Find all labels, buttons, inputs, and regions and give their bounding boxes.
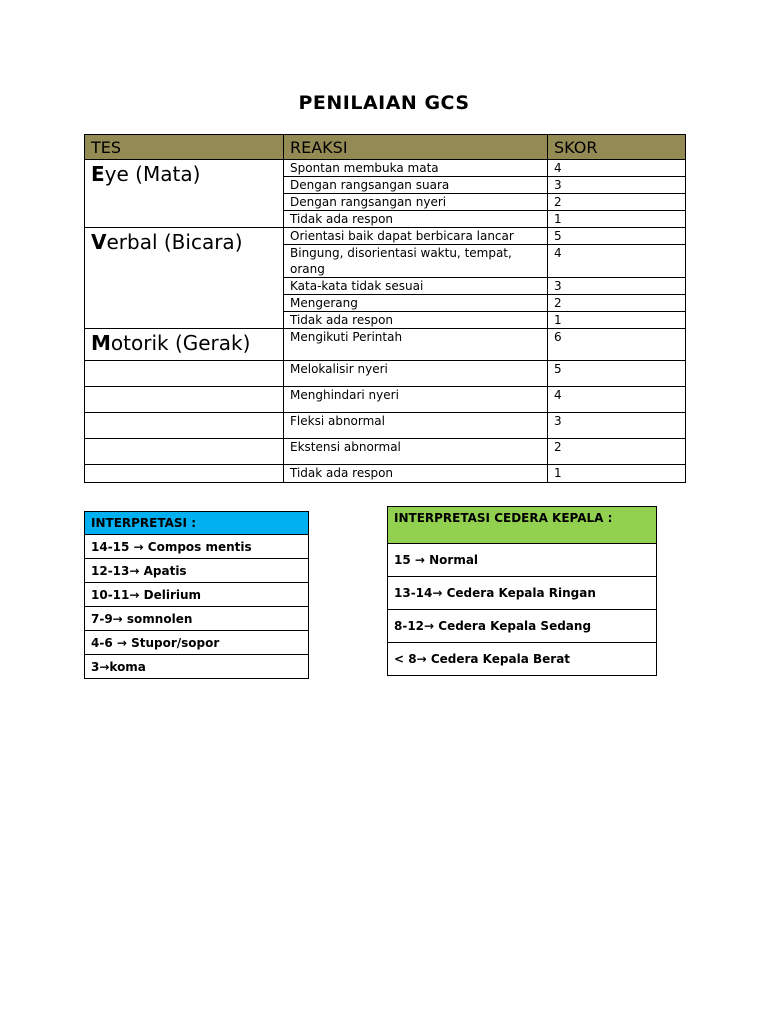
- test-eye: Eye (Mata): [85, 160, 284, 228]
- interpretasi-table: [84, 511, 309, 679]
- gcs-table: [84, 134, 686, 483]
- interpretasi-item: 10-11→ Delirium: [85, 583, 309, 607]
- skor-cell: 4: [548, 387, 686, 413]
- empty-cell: [85, 361, 284, 387]
- cedera-item: < 8→ Cedera Kepala Berat: [388, 643, 657, 676]
- reaksi-cell: Kata-kata tidak sesuai: [284, 278, 548, 295]
- interpretasi-item: 3→koma: [85, 655, 309, 679]
- list-item: [388, 643, 657, 676]
- list-item: [85, 583, 309, 607]
- empty-cell: [85, 439, 284, 465]
- skor-cell: 3: [548, 177, 686, 194]
- table-row: [85, 387, 686, 413]
- list-item: [85, 535, 309, 559]
- skor-cell: 4: [548, 245, 686, 278]
- interpretasi-item: 14-15 → Compos mentis: [85, 535, 309, 559]
- list-item: [388, 577, 657, 610]
- skor-cell: 3: [548, 278, 686, 295]
- reaksi-cell: Mengikuti Perintah: [284, 329, 548, 361]
- interpretasi-header-row: [85, 512, 309, 535]
- skor-cell: 2: [548, 439, 686, 465]
- list-item: [85, 559, 309, 583]
- reaksi-cell: Spontan membuka mata: [284, 160, 548, 177]
- cedera-header: INTERPRETASI CEDERA KEPALA :: [388, 507, 657, 544]
- reaksi-cell: Ekstensi abnormal: [284, 439, 548, 465]
- skor-cell: 3: [548, 413, 686, 439]
- interpretasi-item: 7-9→ somnolen: [85, 607, 309, 631]
- reaksi-cell: Mengerang: [284, 295, 548, 312]
- table-row: [85, 329, 686, 361]
- skor-cell: 1: [548, 465, 686, 483]
- table-row: [85, 228, 686, 245]
- empty-cell: [85, 387, 284, 413]
- skor-cell: 5: [548, 361, 686, 387]
- reaksi-cell: Dengan rangsangan suara: [284, 177, 548, 194]
- skor-cell: 2: [548, 295, 686, 312]
- table-row: [85, 361, 686, 387]
- table-row: [85, 465, 686, 483]
- test-motorik: Motorik (Gerak): [85, 329, 284, 361]
- empty-cell: [85, 413, 284, 439]
- table-row: [85, 439, 686, 465]
- skor-cell: 1: [548, 312, 686, 329]
- reaksi-cell: Tidak ada respon: [284, 211, 548, 228]
- reaksi-cell: Melokalisir nyeri: [284, 361, 548, 387]
- interpretasi-item: 4-6 → Stupor/sopor: [85, 631, 309, 655]
- header-skor: SKOR: [548, 135, 686, 160]
- reaksi-cell: Menghindari nyeri: [284, 387, 548, 413]
- reaksi-cell: Dengan rangsangan nyeri: [284, 194, 548, 211]
- reaksi-cell: Tidak ada respon: [284, 312, 548, 329]
- empty-cell: [85, 465, 284, 483]
- test-verbal: Verbal (Bicara): [85, 228, 284, 329]
- list-item: [85, 607, 309, 631]
- skor-cell: 5: [548, 228, 686, 245]
- list-item: [388, 544, 657, 577]
- interpretasi-item: 12-13→ Apatis: [85, 559, 309, 583]
- list-item: [85, 655, 309, 679]
- skor-cell: 1: [548, 211, 686, 228]
- cedera-item: 15 → Normal: [388, 544, 657, 577]
- header-tes: TES: [85, 135, 284, 160]
- table-row: [85, 413, 686, 439]
- cedera-item: 8-12→ Cedera Kepala Sedang: [388, 610, 657, 643]
- reaksi-cell: Bingung, disorientasi waktu, tempat, orang: [284, 245, 548, 278]
- interpretasi-header: INTERPRETASI :: [85, 512, 309, 535]
- list-item: [388, 610, 657, 643]
- skor-cell: 6: [548, 329, 686, 361]
- list-item: [85, 631, 309, 655]
- skor-cell: 4: [548, 160, 686, 177]
- header-reaksi: REAKSI: [284, 135, 548, 160]
- cedera-header-row: [388, 507, 657, 544]
- reaksi-cell: Fleksi abnormal: [284, 413, 548, 439]
- reaksi-cell: Tidak ada respon: [284, 465, 548, 483]
- skor-cell: 2: [548, 194, 686, 211]
- reaksi-cell: Orientasi baik dapat berbicara lancar: [284, 228, 548, 245]
- cedera-item: 13-14→ Cedera Kepala Ringan: [388, 577, 657, 610]
- table-row: [85, 160, 686, 177]
- gcs-header-row: [85, 135, 686, 160]
- page-title: PENILAIAN GCS: [298, 92, 470, 114]
- interpretasi-cedera-table: [387, 506, 657, 676]
